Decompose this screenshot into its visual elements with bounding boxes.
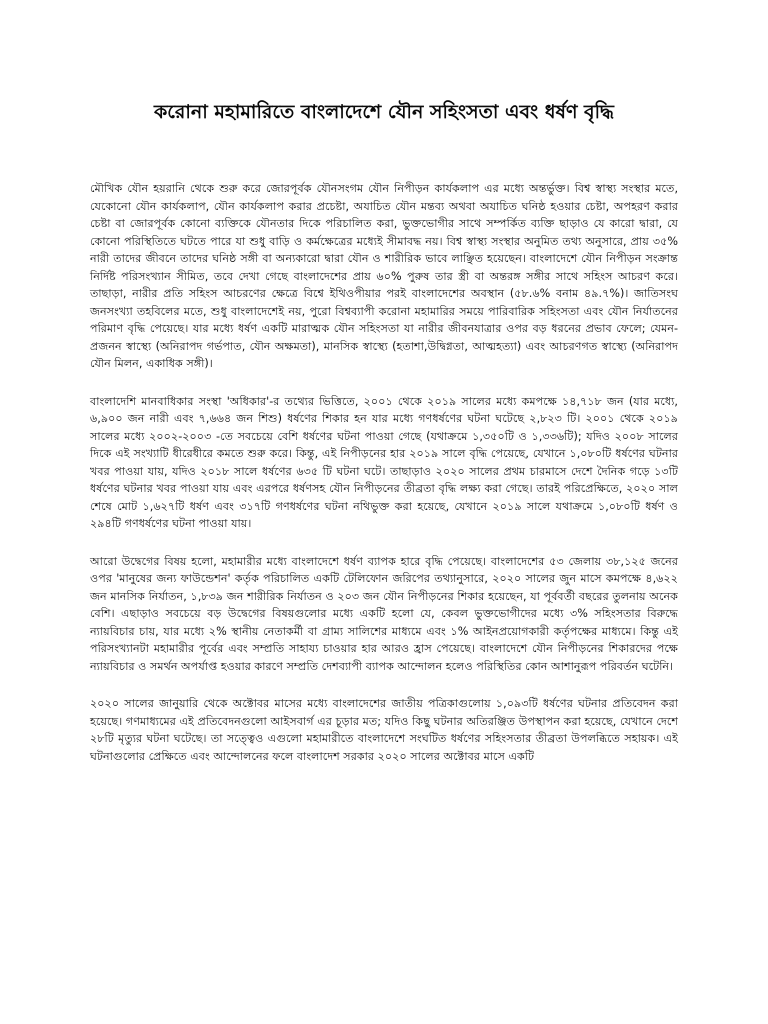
paragraph-4: ২০২০ সালের জানুয়ারি থেকে অক্টোবর মাসের মধ্যে বাংলাদেশের জাতীয় পত্রিকাগুলোয় ১,০৯৩টি ধর্ষণের ঘটনার প্রতিবেদন করা হয়েছে। গণমাধ্যমের এই প্রতিবেদনগুলো আইসবার্গ এর চূড়ার মত; যদিও কিছু ঘটনার অতিরঞ্জিত উপস্থাপন করা হয়েছে, যেখানে দেশে ২৮টি মৃত্যুর ঘটনা ঘটেছে। তা সত্ত্বেও এগুলো মহামারীতে বাংলাদেশে সংঘটিত ধর্ষণের সহিংসতার তীব্রতা উপলব্ধিতে সহায়ক। এই ঘটনাগুলোর প্রেক্ষিতে এবং আন্দোলনের ফলে বাংলাদেশ সরকার ২০২০ সালের অক্টোবর মাসে একটি <box>90 697 678 763</box>
paragraph-1: মৌখিক যৌন হয়রানি থেকে শুরু করে জোরপূর্বক যৌনসংগম যৌন নিপীড়ন কার্যকলাপ এর মধ্যে অন্তর্ভুক্ত। বিশ্ব স্বাস্থ্য সংস্থার মতে, যেকোনো যৌন কার্যকলাপ, যৌন কার্যকলাপ করার প্রচেষ্টা, অযাচিত যৌন মন্তব্য অথবা অযাচিত ঘনিষ্ঠ হওয়ার চেষ্টা, অপহরণ করার চেষ্টা বা জোরপূর্বক কোনো ব্যক্তিকে যৌনতার দিকে পরিচালিত করা, ভুক্তভোগীর সাথে সম্পর্কিত ব্যক্তি ছাড়াও যে কারো দ্বারা, যে কোনো পরিস্থিতিতে ঘটতে পারে যা শুধু বাড়ি ও কর্মক্ষেত্রের মধ্যেই সীমাবদ্ধ নয়। বিশ্ব স্বাস্থ্য সংস্থার অনুমিত তথ্য অনুসারে, প্রায় ৩৫% নারী তাদের জীবনে তাদের ঘনিষ্ঠ সঙ্গী বা অন্যকারো দ্বারা যৌন ও শারীরিক ভাবে লাঞ্ছিত হয়েছেন। বাংলাদেশে যৌন নিপীড়ন সংক্রান্ত নির্দিষ্ট পরিসংখ্যান সীমিত, তবে দেখা গেছে বাংলাদেশের প্রায় ৬০% পুরুষ তার স্ত্রী বা অন্তরঙ্গ সঙ্গীর সাথে সহিংস আচরণ করে। তাছাড়া, নারীর প্রতি সহিংস আচরণের ক্ষেত্রে বিশ্বে ইথিওপীয়ার পরই বাংলাদেশের অবস্থান (৫৮.৬% বনাম ৪৯.৭%)। জাতিসংঘ জনসংখ্যা তহবিলের মতে, শুধু বাংলাদেশেই নয়, পুরো বিশ্বব্যাপী করোনা মহামারির সময়ে পারিবারিক সহিংসতা এবং যৌন নির্যাতনের পরিমাণ বৃদ্ধি পেয়েছে। যার মধ্যে ধর্ষণ একটি মারাত্মক যৌন সহিংসতা যা নারীর জীবনযাত্রার ওপর বড় ধরনের প্রভাব ফেলে; যেমন- প্রজনন স্বাস্থ্যে (অনিরাপদ গর্ভপাত, যৌন অক্ষমতা), মানসিক স্বাস্থ্যে (হতাশা,উদ্বিগ্নতা, আত্মহত্যা) এবং আচরণগত স্বাস্থ্যে (অনিরাপদ যৌন মিলন, একাধিক সঙ্গী)। <box>90 182 678 370</box>
paragraph-3: আরো উদ্বেগের বিষয় হলো, মহামারীর মধ্যে বাংলাদেশে ধর্ষণ ব্যাপক হারে বৃদ্ধি পেয়েছে। বাংলাদেশের ৫৩ জেলায় ৩৮,১২৫ জনের ওপর 'মানুষের জন্য ফাউন্ডেশন' কর্তৃক পরিচালিত একটি টেলিফোন জরিপের তথ্যানুসারে, ২০২০ সালের জুন মাসে কমপক্ষে ৪,৬২২ জন মানসিক নির্যাতন, ১,৮৩৯ জন শারীরিক নির্যাতন ও ২০৩ জন যৌন নিপীড়নের শিকার হয়েছেন, যা পূর্ববর্তী বছরের তুলনায় অনেক বেশি। এছাড়াও সবচেয়ে বড় উদ্বেগের বিষয়গুলোর মধ্যে একটি হলো যে, কেবল ভুক্তভোগীদের মধ্যে ৩% সহিংসতার বিরুদ্ধে ন্যায়বিচার চায়, যার মধ্যে ২% স্থানীয় নেতাকর্মী বা গ্রাম্য সালিশের মাধ্যমে এবং ১% আইনপ্রয়োগকারী কর্তৃপক্ষের মাধ্যমে। কিন্তু এই পরিসংখ্যানটা মহামারীর পূর্বের এবং সম্প্রতি সাহায্য চাওয়ার হার আরও হ্রাস পেয়েছে। বাংলাদেশে যৌন নিপীড়নের শিকারদের পক্ষে ন্যায়বিচার ও সমর্থন অপর্যাপ্ত হওয়ার কারণে সম্প্রতি দেশব্যাপী ব্যাপক আন্দোলন হলেও পরিস্থিতির কোন আশানুরূপ পরিবর্তন ঘটেনি। <box>90 554 678 673</box>
page-title: করোনা মহামারিতে বাংলাদেশে যৌন সহিংসতা এবং ধর্ষণ বৃদ্ধি <box>153 101 614 123</box>
paragraph-2: বাংলাদেশি মানবাধিকার সংস্থা 'অধিকার'-র তথ্যের ভিত্তিতে, ২০০১ থেকে ২০১৯ সালের মধ্যে কমপক্ষে ১৪,৭১৮ জন (যার মধ্যে, ৬,৯০০ জন নারী এবং ৭,৬৬৪ জন শিশু) ধর্ষণের শিকার হন যার মধ্যে গণধর্ষণের ঘটনা ঘটেছে ২,৮২৩ টি। ২০০১ থেকে ২০১৯ সালের মধ্যে ২০০২-২০০৩ -তে সবচেয়ে বেশি ধর্ষণের ঘটনা পাওয়া গেছে (যথাক্রমে ১,৩৫০টি ও ১,৩৩৬টি); যদিও ২০০৮ সালের দিকে এই সংখ্যাটি ধীরেধীরে কমতে শুরু করে। কিন্তু, এই নিপীড়নের হার ২০১৯ সালে বৃদ্ধি পেয়েছে, যেখানে ১,০৮০টি ধর্ষণের ঘটনার খবর পাওয়া যায়, যদিও ২০১৮ সালে ধর্ষণের ৬৩৫ টি ঘটনা ঘটে। তাছাড়াও ২০২০ সালের প্রথম চারমাসে দেশে দৈনিক গড়ে ১৩টি ধর্ষণের ঘটনার খবর পাওয়া যায় এবং এরপরে ধর্ষণসহ যৌন নিপীড়নের তীব্রতা বৃদ্ধি লক্ষ্য করা গেছে। তারই পরিপ্রেক্ষিতে, ২০২০ সাল শেষে মোট ১,৬২৭টি ধর্ষণ এবং ৩১৭টি গণধর্ষণের ঘটনা নথিভুক্ত করা হয়েছে, যেখানে ২০১৯ সালে যথাক্রমে ১,০৮০টি ধর্ষণ ও ২৯৪টি গণধর্ষণের ঘটনা পাওয়া যায়। <box>90 394 678 530</box>
article-body <box>90 180 678 785</box>
